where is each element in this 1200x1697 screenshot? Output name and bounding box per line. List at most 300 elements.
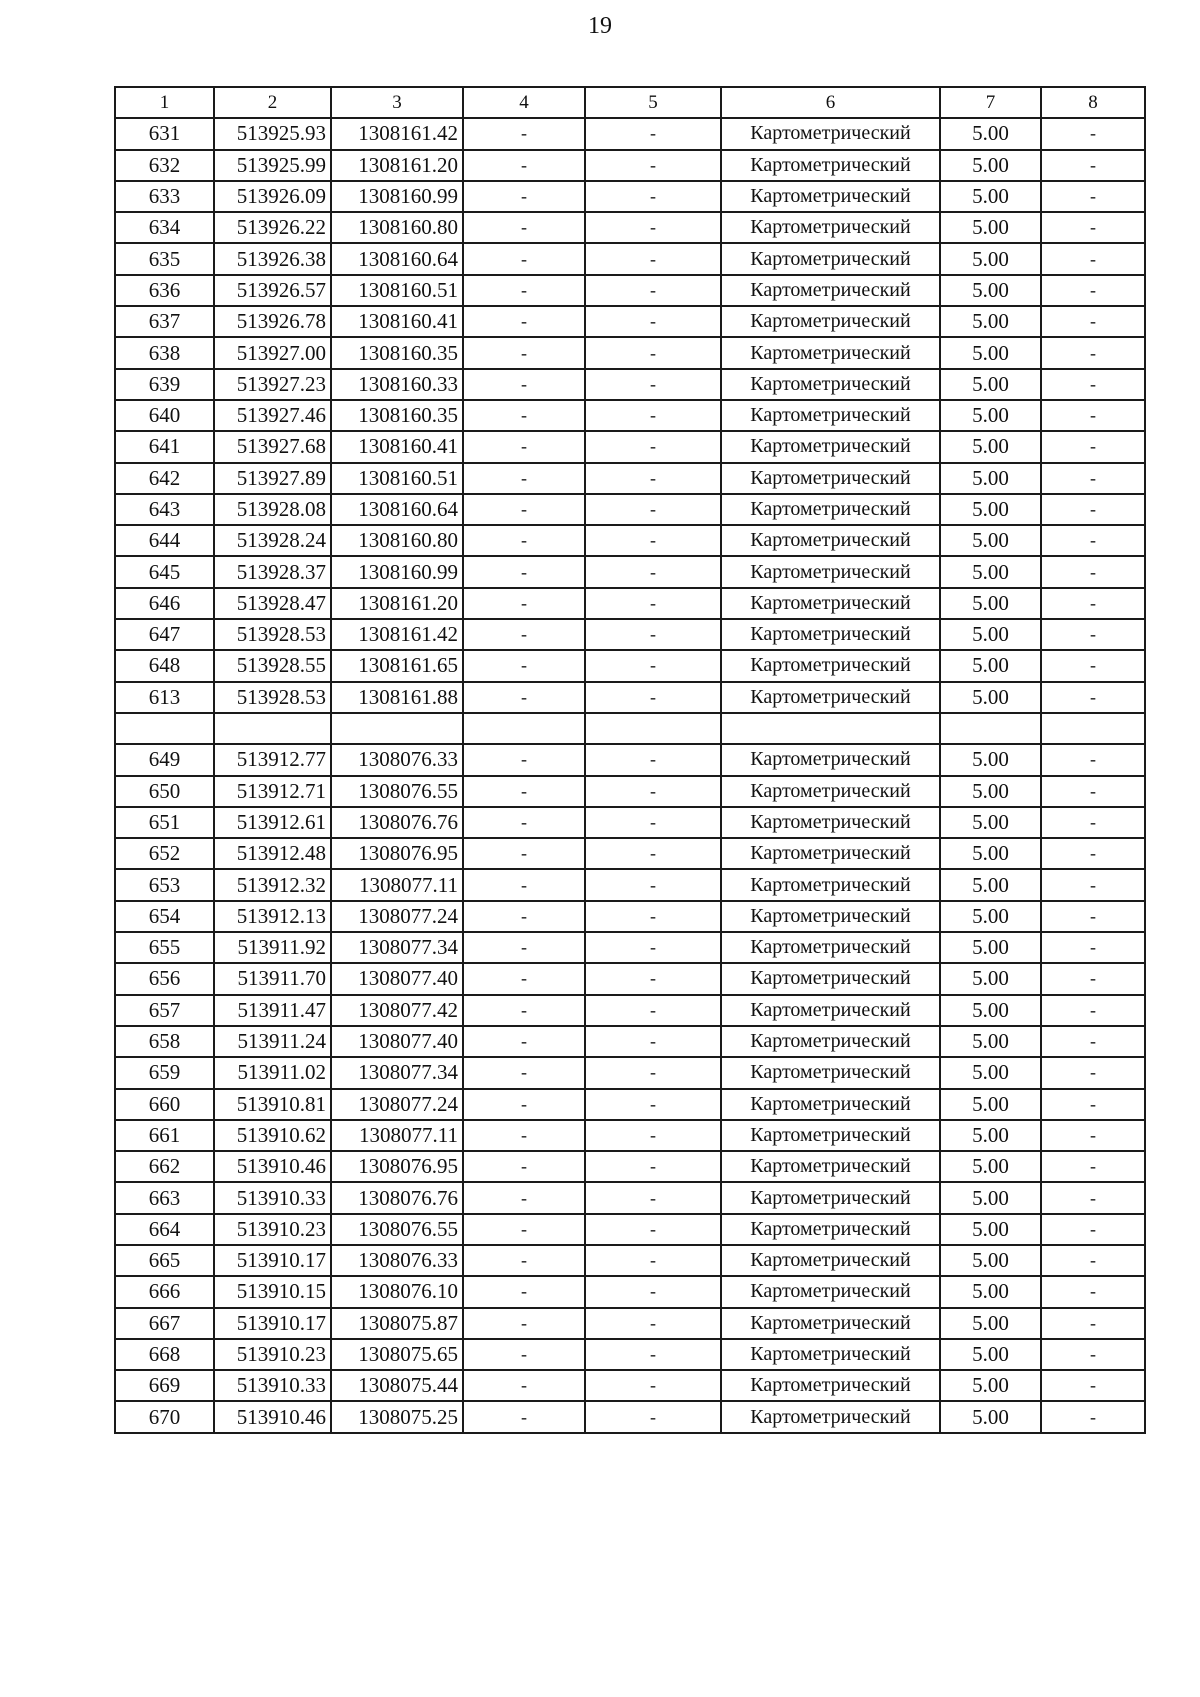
col5-cell: -	[585, 744, 721, 775]
column-header: 1	[115, 87, 214, 118]
accuracy-cell: 5.00	[940, 1339, 1041, 1370]
method-cell	[721, 713, 940, 744]
x-coordinate-cell: 513910.46	[214, 1151, 331, 1182]
table-row	[115, 1182, 1145, 1213]
accuracy-cell: 5.00	[940, 776, 1041, 807]
col4-cell: -	[463, 995, 585, 1026]
accuracy-cell: 5.00	[940, 1120, 1041, 1151]
table-row	[115, 275, 1145, 306]
table-row	[115, 901, 1145, 932]
point-number-cell: 668	[115, 1339, 214, 1370]
method-cell: Картометрический	[721, 838, 940, 869]
y-coordinate-cell: 1308076.10	[331, 1276, 463, 1307]
col4-cell: -	[463, 463, 585, 494]
x-coordinate-cell: 513927.00	[214, 337, 331, 368]
point-number-cell: 663	[115, 1182, 214, 1213]
col5-cell: -	[585, 525, 721, 556]
col4-cell: -	[463, 1089, 585, 1120]
y-coordinate-cell: 1308077.24	[331, 901, 463, 932]
col8-cell: -	[1041, 1120, 1145, 1151]
col5-cell: -	[585, 150, 721, 181]
x-coordinate-cell: 513910.33	[214, 1182, 331, 1213]
method-cell: Картометрический	[721, 1120, 940, 1151]
table-row	[115, 556, 1145, 587]
y-coordinate-cell: 1308161.88	[331, 682, 463, 713]
col4-cell: -	[463, 243, 585, 274]
table-row	[115, 1057, 1145, 1088]
col4-cell: -	[463, 901, 585, 932]
y-coordinate-cell: 1308160.99	[331, 556, 463, 587]
x-coordinate-cell: 513910.33	[214, 1370, 331, 1401]
point-number-cell: 667	[115, 1308, 214, 1339]
x-coordinate-cell: 513911.24	[214, 1026, 331, 1057]
col4-cell: -	[463, 1276, 585, 1307]
y-coordinate-cell: 1308161.42	[331, 118, 463, 149]
y-coordinate-cell: 1308076.33	[331, 1245, 463, 1276]
y-coordinate-cell: 1308160.80	[331, 212, 463, 243]
accuracy-cell: 5.00	[940, 744, 1041, 775]
accuracy-cell: 5.00	[940, 807, 1041, 838]
col4-cell: -	[463, 525, 585, 556]
col5-cell: -	[585, 306, 721, 337]
y-coordinate-cell: 1308161.20	[331, 150, 463, 181]
method-cell: Картометрический	[721, 901, 940, 932]
method-cell: Картометрический	[721, 556, 940, 587]
accuracy-cell: 5.00	[940, 838, 1041, 869]
accuracy-cell: 5.00	[940, 150, 1041, 181]
col8-cell: -	[1041, 275, 1145, 306]
point-number-cell: 636	[115, 275, 214, 306]
method-cell: Картометрический	[721, 243, 940, 274]
table-row	[115, 1401, 1145, 1432]
x-coordinate-cell: 513910.81	[214, 1089, 331, 1120]
point-number-cell: 647	[115, 619, 214, 650]
accuracy-cell: 5.00	[940, 1245, 1041, 1276]
y-coordinate-cell: 1308076.55	[331, 1214, 463, 1245]
col8-cell: -	[1041, 650, 1145, 681]
accuracy-cell: 5.00	[940, 619, 1041, 650]
col8-cell: -	[1041, 525, 1145, 556]
col4-cell: -	[463, 932, 585, 963]
col4-cell: -	[463, 494, 585, 525]
table-row	[115, 1276, 1145, 1307]
col8-cell: -	[1041, 1370, 1145, 1401]
accuracy-cell: 5.00	[940, 369, 1041, 400]
x-coordinate-cell	[214, 713, 331, 744]
col4-cell: -	[463, 400, 585, 431]
y-coordinate-cell: 1308075.65	[331, 1339, 463, 1370]
method-cell: Картометрический	[721, 525, 940, 556]
y-coordinate-cell: 1308077.34	[331, 932, 463, 963]
point-number-cell: 645	[115, 556, 214, 587]
point-number-cell: 652	[115, 838, 214, 869]
point-number-cell: 665	[115, 1245, 214, 1276]
x-coordinate-cell: 513910.17	[214, 1308, 331, 1339]
accuracy-cell: 5.00	[940, 212, 1041, 243]
x-coordinate-cell: 513927.89	[214, 463, 331, 494]
col8-cell: -	[1041, 776, 1145, 807]
col8-cell: -	[1041, 1214, 1145, 1245]
accuracy-cell: 5.00	[940, 1401, 1041, 1432]
method-cell: Картометрический	[721, 650, 940, 681]
point-number-cell: 651	[115, 807, 214, 838]
method-cell: Картометрический	[721, 932, 940, 963]
col5-cell: -	[585, 1214, 721, 1245]
method-cell: Картометрический	[721, 150, 940, 181]
accuracy-cell: 5.00	[940, 995, 1041, 1026]
column-header: 4	[463, 87, 585, 118]
x-coordinate-cell: 513911.70	[214, 963, 331, 994]
col8-cell: -	[1041, 1026, 1145, 1057]
col4-cell: -	[463, 838, 585, 869]
table-body	[115, 118, 1145, 1432]
col4-cell: -	[463, 1151, 585, 1182]
table-row	[115, 1214, 1145, 1245]
point-number-cell: 666	[115, 1276, 214, 1307]
col8-cell: -	[1041, 1276, 1145, 1307]
x-coordinate-cell: 513911.47	[214, 995, 331, 1026]
col5-cell: -	[585, 1308, 721, 1339]
y-coordinate-cell: 1308160.35	[331, 400, 463, 431]
accuracy-cell: 5.00	[940, 1214, 1041, 1245]
col8-cell: -	[1041, 400, 1145, 431]
column-header: 8	[1041, 87, 1145, 118]
point-number-cell: 644	[115, 525, 214, 556]
method-cell: Картометрический	[721, 1370, 940, 1401]
col4-cell: -	[463, 212, 585, 243]
y-coordinate-cell: 1308077.24	[331, 1089, 463, 1120]
col5-cell: -	[585, 1339, 721, 1370]
method-cell: Картометрический	[721, 1339, 940, 1370]
col4-cell: -	[463, 1370, 585, 1401]
x-coordinate-cell: 513927.23	[214, 369, 331, 400]
accuracy-cell: 5.00	[940, 306, 1041, 337]
method-cell: Картометрический	[721, 1182, 940, 1213]
method-cell: Картометрический	[721, 494, 940, 525]
point-number-cell: 641	[115, 431, 214, 462]
y-coordinate-cell: 1308160.51	[331, 275, 463, 306]
table-row	[115, 1026, 1145, 1057]
x-coordinate-cell: 513910.23	[214, 1339, 331, 1370]
col5-cell	[585, 713, 721, 744]
x-coordinate-cell: 513912.32	[214, 869, 331, 900]
col8-cell: -	[1041, 901, 1145, 932]
method-cell: Картометрический	[721, 995, 940, 1026]
point-number-cell: 635	[115, 243, 214, 274]
col8-cell	[1041, 713, 1145, 744]
col5-cell: -	[585, 1401, 721, 1432]
y-coordinate-cell: 1308075.44	[331, 1370, 463, 1401]
table-row	[115, 1370, 1145, 1401]
col8-cell: -	[1041, 963, 1145, 994]
col4-cell: -	[463, 1339, 585, 1370]
accuracy-cell: 5.00	[940, 588, 1041, 619]
y-coordinate-cell: 1308077.11	[331, 1120, 463, 1151]
col8-cell: -	[1041, 1401, 1145, 1432]
accuracy-cell: 5.00	[940, 275, 1041, 306]
x-coordinate-cell: 513926.57	[214, 275, 331, 306]
table-row	[115, 1089, 1145, 1120]
method-cell: Картометрический	[721, 306, 940, 337]
y-coordinate-cell: 1308160.64	[331, 494, 463, 525]
col5-cell: -	[585, 1182, 721, 1213]
col8-cell: -	[1041, 1089, 1145, 1120]
col8-cell: -	[1041, 1308, 1145, 1339]
table-row	[115, 1339, 1145, 1370]
method-cell: Картометрический	[721, 744, 940, 775]
table-row	[115, 963, 1145, 994]
col8-cell: -	[1041, 619, 1145, 650]
y-coordinate-cell: 1308077.11	[331, 869, 463, 900]
x-coordinate-cell: 513910.62	[214, 1120, 331, 1151]
method-cell: Картометрический	[721, 212, 940, 243]
col4-cell: -	[463, 619, 585, 650]
col5-cell: -	[585, 556, 721, 587]
col4-cell: -	[463, 744, 585, 775]
accuracy-cell: 5.00	[940, 431, 1041, 462]
point-number-cell: 638	[115, 337, 214, 368]
y-coordinate-cell: 1308077.42	[331, 995, 463, 1026]
col4-cell: -	[463, 431, 585, 462]
point-number-cell: 634	[115, 212, 214, 243]
table-row	[115, 1151, 1145, 1182]
x-coordinate-cell: 513926.22	[214, 212, 331, 243]
method-cell: Картометрический	[721, 118, 940, 149]
y-coordinate-cell: 1308076.76	[331, 807, 463, 838]
table-row	[115, 807, 1145, 838]
col8-cell: -	[1041, 869, 1145, 900]
table-row	[115, 838, 1145, 869]
col4-cell: -	[463, 1401, 585, 1432]
y-coordinate-cell: 1308075.25	[331, 1401, 463, 1432]
point-number-cell: 631	[115, 118, 214, 149]
col8-cell: -	[1041, 838, 1145, 869]
method-cell: Картометрический	[721, 1057, 940, 1088]
col4-cell: -	[463, 1308, 585, 1339]
col5-cell: -	[585, 995, 721, 1026]
col8-cell: -	[1041, 212, 1145, 243]
col5-cell: -	[585, 869, 721, 900]
y-coordinate-cell: 1308077.40	[331, 963, 463, 994]
col4-cell: -	[463, 337, 585, 368]
col8-cell: -	[1041, 369, 1145, 400]
y-coordinate-cell: 1308161.20	[331, 588, 463, 619]
point-number-cell: 642	[115, 463, 214, 494]
col5-cell: -	[585, 118, 721, 149]
y-coordinate-cell: 1308160.33	[331, 369, 463, 400]
y-coordinate-cell: 1308077.34	[331, 1057, 463, 1088]
y-coordinate-cell: 1308160.35	[331, 337, 463, 368]
point-number-cell	[115, 713, 214, 744]
col8-cell: -	[1041, 337, 1145, 368]
x-coordinate-cell: 513912.77	[214, 744, 331, 775]
col5-cell: -	[585, 212, 721, 243]
x-coordinate-cell: 513925.99	[214, 150, 331, 181]
table-row	[115, 243, 1145, 274]
x-coordinate-cell: 513928.47	[214, 588, 331, 619]
accuracy-cell: 5.00	[940, 932, 1041, 963]
point-number-cell: 637	[115, 306, 214, 337]
point-number-cell: 658	[115, 1026, 214, 1057]
table-row	[115, 337, 1145, 368]
col8-cell: -	[1041, 243, 1145, 274]
col8-cell: -	[1041, 1057, 1145, 1088]
point-number-cell: 670	[115, 1401, 214, 1432]
x-coordinate-cell: 513910.23	[214, 1214, 331, 1245]
table-row	[115, 306, 1145, 337]
y-coordinate-cell: 1308076.33	[331, 744, 463, 775]
x-coordinate-cell: 513927.68	[214, 431, 331, 462]
col5-cell: -	[585, 838, 721, 869]
column-header: 2	[214, 87, 331, 118]
col8-cell: -	[1041, 1245, 1145, 1276]
method-cell: Картометрический	[721, 1089, 940, 1120]
table-row	[115, 463, 1145, 494]
point-number-cell: 657	[115, 995, 214, 1026]
accuracy-cell: 5.00	[940, 901, 1041, 932]
accuracy-cell: 5.00	[940, 494, 1041, 525]
table-row	[115, 181, 1145, 212]
table-row	[115, 650, 1145, 681]
point-number-cell: 646	[115, 588, 214, 619]
table-row	[115, 150, 1145, 181]
point-number-cell: 643	[115, 494, 214, 525]
col4-cell: -	[463, 1214, 585, 1245]
accuracy-cell: 5.00	[940, 400, 1041, 431]
column-header: 7	[940, 87, 1041, 118]
x-coordinate-cell: 513928.53	[214, 619, 331, 650]
col5-cell: -	[585, 807, 721, 838]
col4-cell: -	[463, 306, 585, 337]
col5-cell: -	[585, 588, 721, 619]
point-number-cell: 633	[115, 181, 214, 212]
x-coordinate-cell: 513928.53	[214, 682, 331, 713]
method-cell: Картометрический	[721, 400, 940, 431]
accuracy-cell: 5.00	[940, 1026, 1041, 1057]
table-row	[115, 869, 1145, 900]
y-coordinate-cell: 1308160.99	[331, 181, 463, 212]
col4-cell: -	[463, 1026, 585, 1057]
table-row	[115, 1120, 1145, 1151]
point-number-cell: 653	[115, 869, 214, 900]
table-row	[115, 1308, 1145, 1339]
point-number-cell: 650	[115, 776, 214, 807]
method-cell: Картометрический	[721, 1151, 940, 1182]
col4-cell	[463, 713, 585, 744]
x-coordinate-cell: 513928.08	[214, 494, 331, 525]
col8-cell: -	[1041, 556, 1145, 587]
table-row	[115, 744, 1145, 775]
x-coordinate-cell: 513910.46	[214, 1401, 331, 1432]
table-row	[115, 682, 1145, 713]
y-coordinate-cell: 1308161.42	[331, 619, 463, 650]
accuracy-cell: 5.00	[940, 869, 1041, 900]
col5-cell: -	[585, 1370, 721, 1401]
accuracy-cell: 5.00	[940, 1057, 1041, 1088]
x-coordinate-cell: 513925.93	[214, 118, 331, 149]
point-number-cell: 669	[115, 1370, 214, 1401]
accuracy-cell: 5.00	[940, 650, 1041, 681]
x-coordinate-cell: 513911.92	[214, 932, 331, 963]
accuracy-cell: 5.00	[940, 463, 1041, 494]
table-header-row	[115, 87, 1145, 118]
y-coordinate-cell: 1308160.41	[331, 306, 463, 337]
point-number-cell: 640	[115, 400, 214, 431]
y-coordinate-cell: 1308076.55	[331, 776, 463, 807]
col4-cell: -	[463, 181, 585, 212]
page-number: 19	[588, 13, 612, 39]
x-coordinate-cell: 513912.71	[214, 776, 331, 807]
col8-cell: -	[1041, 431, 1145, 462]
y-coordinate-cell	[331, 713, 463, 744]
col5-cell: -	[585, 494, 721, 525]
point-number-cell: 659	[115, 1057, 214, 1088]
method-cell: Картометрический	[721, 1214, 940, 1245]
method-cell: Картометрический	[721, 275, 940, 306]
x-coordinate-cell: 513926.38	[214, 243, 331, 274]
accuracy-cell: 5.00	[940, 1276, 1041, 1307]
col5-cell: -	[585, 243, 721, 274]
col8-cell: -	[1041, 494, 1145, 525]
point-number-cell: 660	[115, 1089, 214, 1120]
col5-cell: -	[585, 1151, 721, 1182]
table-row	[115, 494, 1145, 525]
method-cell: Картометрический	[721, 869, 940, 900]
x-coordinate-cell: 513928.24	[214, 525, 331, 556]
col8-cell: -	[1041, 932, 1145, 963]
col4-cell: -	[463, 869, 585, 900]
accuracy-cell: 5.00	[940, 1182, 1041, 1213]
col5-cell: -	[585, 181, 721, 212]
point-number-cell: 664	[115, 1214, 214, 1245]
method-cell: Картометрический	[721, 1276, 940, 1307]
method-cell: Картометрический	[721, 619, 940, 650]
method-cell: Картометрический	[721, 181, 940, 212]
x-coordinate-cell: 513928.55	[214, 650, 331, 681]
col5-cell: -	[585, 1120, 721, 1151]
col4-cell: -	[463, 118, 585, 149]
method-cell: Картометрический	[721, 1245, 940, 1276]
point-number-cell: 649	[115, 744, 214, 775]
table-row	[115, 619, 1145, 650]
point-number-cell: 632	[115, 150, 214, 181]
col4-cell: -	[463, 556, 585, 587]
table-row	[115, 932, 1145, 963]
point-number-cell: 613	[115, 682, 214, 713]
x-coordinate-cell: 513926.78	[214, 306, 331, 337]
table-row	[115, 212, 1145, 243]
y-coordinate-cell: 1308160.64	[331, 243, 463, 274]
y-coordinate-cell: 1308077.40	[331, 1026, 463, 1057]
col8-cell: -	[1041, 1339, 1145, 1370]
accuracy-cell: 5.00	[940, 1151, 1041, 1182]
col5-cell: -	[585, 1057, 721, 1088]
col8-cell: -	[1041, 118, 1145, 149]
x-coordinate-cell: 513926.09	[214, 181, 331, 212]
point-number-cell: 648	[115, 650, 214, 681]
col8-cell: -	[1041, 588, 1145, 619]
method-cell: Картометрический	[721, 807, 940, 838]
method-cell: Картометрический	[721, 431, 940, 462]
method-cell: Картометрический	[721, 463, 940, 494]
col4-cell: -	[463, 150, 585, 181]
col8-cell: -	[1041, 807, 1145, 838]
y-coordinate-cell: 1308076.76	[331, 1182, 463, 1213]
col5-cell: -	[585, 369, 721, 400]
x-coordinate-cell: 513910.17	[214, 1245, 331, 1276]
col4-cell: -	[463, 588, 585, 619]
point-number-cell: 661	[115, 1120, 214, 1151]
